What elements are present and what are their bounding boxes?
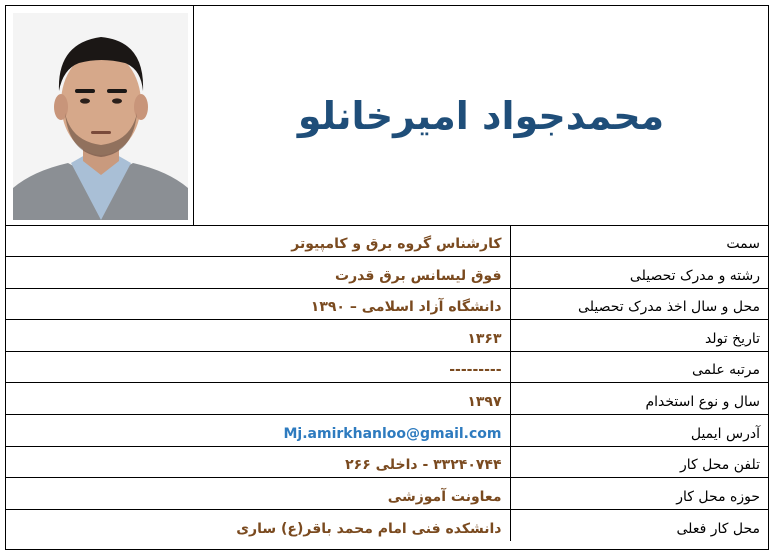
- table-row: [6, 288, 768, 320]
- row-value: دانشگاه آزاد اسلامی – ۱۳۹۰: [6, 288, 510, 320]
- row-label: سمت: [510, 225, 768, 257]
- row-value: ۳۳۲۴۰۷۴۴ - داخلی ۲۶۶: [6, 446, 510, 478]
- row-label: مرتبه علمی: [510, 351, 768, 383]
- table-row: [6, 415, 768, 447]
- row-label: تلفن محل کار: [510, 446, 768, 478]
- profile-header: [6, 6, 768, 226]
- row-value: فوق لیسانس برق قدرت: [6, 257, 510, 289]
- row-value: دانشکده فنی امام محمد باقر(ع) ساری: [6, 509, 510, 541]
- table-row: [6, 446, 768, 478]
- row-label: تاریخ تولد: [510, 320, 768, 352]
- row-value: ۱۳۶۳: [6, 320, 510, 352]
- table-row: [6, 509, 768, 541]
- row-label: محل و سال اخذ مدرک تحصیلی: [510, 288, 768, 320]
- table-row: [6, 351, 768, 383]
- row-label: آدرس ایمیل: [510, 415, 768, 447]
- table-row: [6, 225, 768, 257]
- photo-cell: [6, 6, 194, 225]
- row-label: حوزه محل کار: [510, 478, 768, 510]
- profile-photo: [13, 13, 188, 220]
- row-value: کارشناس گروه برق و کامپیوتر: [291, 236, 502, 253]
- table-row: [6, 383, 768, 415]
- row-value: ۱۳۹۷: [6, 383, 510, 415]
- person-name: محمدجواد امیرخانلو: [297, 93, 665, 138]
- email-link[interactable]: Mj.amirkhanloo@gmail.com: [6, 415, 510, 447]
- table-row: [6, 478, 768, 510]
- row-label: سال و نوع استخدام: [510, 383, 768, 415]
- row-label: رشته و مدرک تحصیلی: [510, 257, 768, 289]
- info-table: [6, 225, 768, 541]
- profile-card: [5, 5, 769, 550]
- table-row: [6, 257, 768, 289]
- row-label: محل کار فعلی: [510, 509, 768, 541]
- row-value: ---------: [6, 351, 510, 383]
- row-value: معاونت آموزشی: [6, 478, 510, 510]
- table-row: [6, 320, 768, 352]
